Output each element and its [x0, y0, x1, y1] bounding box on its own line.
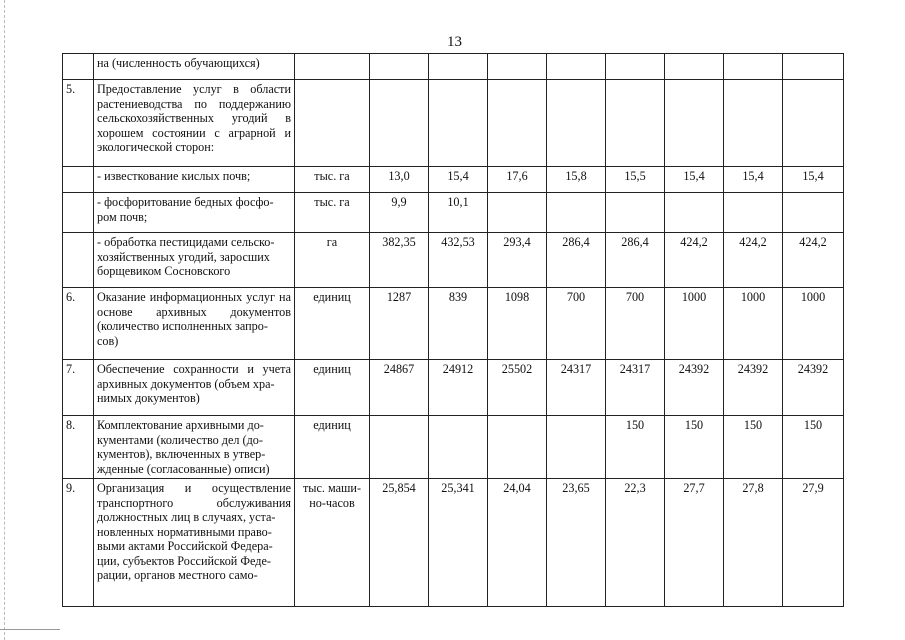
value-cell: 22,3	[606, 479, 665, 607]
value-cell: 700	[606, 288, 665, 360]
value-cell	[547, 54, 606, 80]
value-cell	[606, 80, 665, 167]
value-cell	[488, 54, 547, 80]
value-cell	[665, 80, 724, 167]
value-cell	[488, 193, 547, 233]
value-cell	[724, 193, 783, 233]
value-cell: 15,8	[547, 167, 606, 193]
unit-cell: тыс. маши- но-часов	[295, 479, 370, 607]
value-cell	[488, 416, 547, 479]
value-cell: 24392	[665, 360, 724, 416]
unit-cell: тыс. га	[295, 193, 370, 233]
value-cell: 286,4	[606, 233, 665, 288]
table-row	[63, 80, 844, 167]
value-cell: 424,2	[724, 233, 783, 288]
value-cell	[547, 416, 606, 479]
value-cell: 23,65	[547, 479, 606, 607]
value-cell: 15,4	[429, 167, 488, 193]
service-description-cell: Комплектование архивными до- кументами (количество дел (до- кументов), включенных в утвер- жденные (согласованные) описи)	[94, 416, 295, 479]
table-row	[63, 416, 844, 479]
value-cell: 1000	[724, 288, 783, 360]
value-cell: 1000	[783, 288, 844, 360]
unit-cell: единиц	[295, 288, 370, 360]
value-cell: 150	[783, 416, 844, 479]
service-description-cell: Организация и осуществление транспортного обслуживания должностных лиц в случаях, уста- новленных нормативными право- выми актами Российской Федера- ции, субъектов Российской Феде- рации, органов местного само-	[94, 479, 295, 607]
value-cell	[783, 54, 844, 80]
value-cell	[724, 54, 783, 80]
service-description-cell: - обработка пестицидами сельско- хозяйственных угодий, заросших борщевиком Сосновского	[94, 233, 295, 288]
table-row	[63, 193, 844, 233]
row-number-cell: 6.	[63, 288, 94, 360]
unit-cell: га	[295, 233, 370, 288]
table-row	[63, 288, 844, 360]
value-cell: 293,4	[488, 233, 547, 288]
value-cell: 432,53	[429, 233, 488, 288]
value-cell	[370, 54, 429, 80]
value-cell: 15,5	[606, 167, 665, 193]
value-cell: 27,7	[665, 479, 724, 607]
value-cell: 24317	[547, 360, 606, 416]
value-cell: 25502	[488, 360, 547, 416]
value-cell: 13,0	[370, 167, 429, 193]
value-cell: 27,8	[724, 479, 783, 607]
value-cell: 286,4	[547, 233, 606, 288]
unit-cell: единиц	[295, 360, 370, 416]
value-cell: 24,04	[488, 479, 547, 607]
service-description-cell: - фосфоритование бедных фосфо- ром почв;	[94, 193, 295, 233]
row-number-cell	[63, 193, 94, 233]
value-cell: 1000	[665, 288, 724, 360]
value-cell: 382,35	[370, 233, 429, 288]
value-cell	[783, 193, 844, 233]
services-table	[62, 53, 844, 607]
unit-cell	[295, 54, 370, 80]
scan-edge-bottom	[0, 629, 60, 630]
value-cell: 24867	[370, 360, 429, 416]
value-cell: 424,2	[665, 233, 724, 288]
value-cell	[547, 80, 606, 167]
value-cell: 1287	[370, 288, 429, 360]
value-cell: 10,1	[429, 193, 488, 233]
table-row	[63, 54, 844, 80]
value-cell: 9,9	[370, 193, 429, 233]
value-cell	[488, 80, 547, 167]
value-cell: 27,9	[783, 479, 844, 607]
value-cell: 25,341	[429, 479, 488, 607]
row-number-cell: 7.	[63, 360, 94, 416]
value-cell: 15,4	[665, 167, 724, 193]
value-cell: 150	[606, 416, 665, 479]
value-cell: 24392	[724, 360, 783, 416]
value-cell: 24317	[606, 360, 665, 416]
service-description-cell: Обеспечение сохранности и учета архивных документов (объем хра- нимых документов)	[94, 360, 295, 416]
value-cell	[547, 193, 606, 233]
value-cell: 15,4	[783, 167, 844, 193]
value-cell: 1098	[488, 288, 547, 360]
table-body	[63, 54, 844, 607]
value-cell: 700	[547, 288, 606, 360]
service-description-cell: Предоставление услуг в области растениеводства по поддержанию сельскохозяйственных угодий в хорошем состоянии с аграрной и экологической сторон:	[94, 80, 295, 167]
unit-cell: единиц	[295, 416, 370, 479]
table-row	[63, 167, 844, 193]
value-cell	[429, 416, 488, 479]
value-cell	[724, 80, 783, 167]
unit-cell	[295, 80, 370, 167]
scan-edge-left	[4, 0, 5, 640]
value-cell	[606, 54, 665, 80]
value-cell: 424,2	[783, 233, 844, 288]
row-number-cell: 5.	[63, 80, 94, 167]
value-cell	[429, 54, 488, 80]
service-description-cell: на (численность обучающихся)	[94, 54, 295, 80]
value-cell	[665, 193, 724, 233]
value-cell: 25,854	[370, 479, 429, 607]
unit-cell: тыс. га	[295, 167, 370, 193]
row-number-cell: 8.	[63, 416, 94, 479]
value-cell: 24912	[429, 360, 488, 416]
table-row	[63, 479, 844, 607]
value-cell	[783, 80, 844, 167]
service-description-cell: Оказание информационных услуг на основе архивных документов (количество исполненных запро- сов)	[94, 288, 295, 360]
row-number-cell: 9.	[63, 479, 94, 607]
value-cell: 24392	[783, 360, 844, 416]
value-cell	[606, 193, 665, 233]
row-number-cell	[63, 167, 94, 193]
service-description-cell: - известкование кислых почв;	[94, 167, 295, 193]
value-cell: 150	[665, 416, 724, 479]
row-number-cell	[63, 54, 94, 80]
table-row	[63, 233, 844, 288]
value-cell: 150	[724, 416, 783, 479]
table-row	[63, 360, 844, 416]
page-number: 13	[447, 34, 462, 50]
value-cell	[370, 80, 429, 167]
value-cell	[429, 80, 488, 167]
value-cell	[665, 54, 724, 80]
value-cell: 839	[429, 288, 488, 360]
value-cell: 17,6	[488, 167, 547, 193]
row-number-cell	[63, 233, 94, 288]
value-cell: 15,4	[724, 167, 783, 193]
value-cell	[370, 416, 429, 479]
